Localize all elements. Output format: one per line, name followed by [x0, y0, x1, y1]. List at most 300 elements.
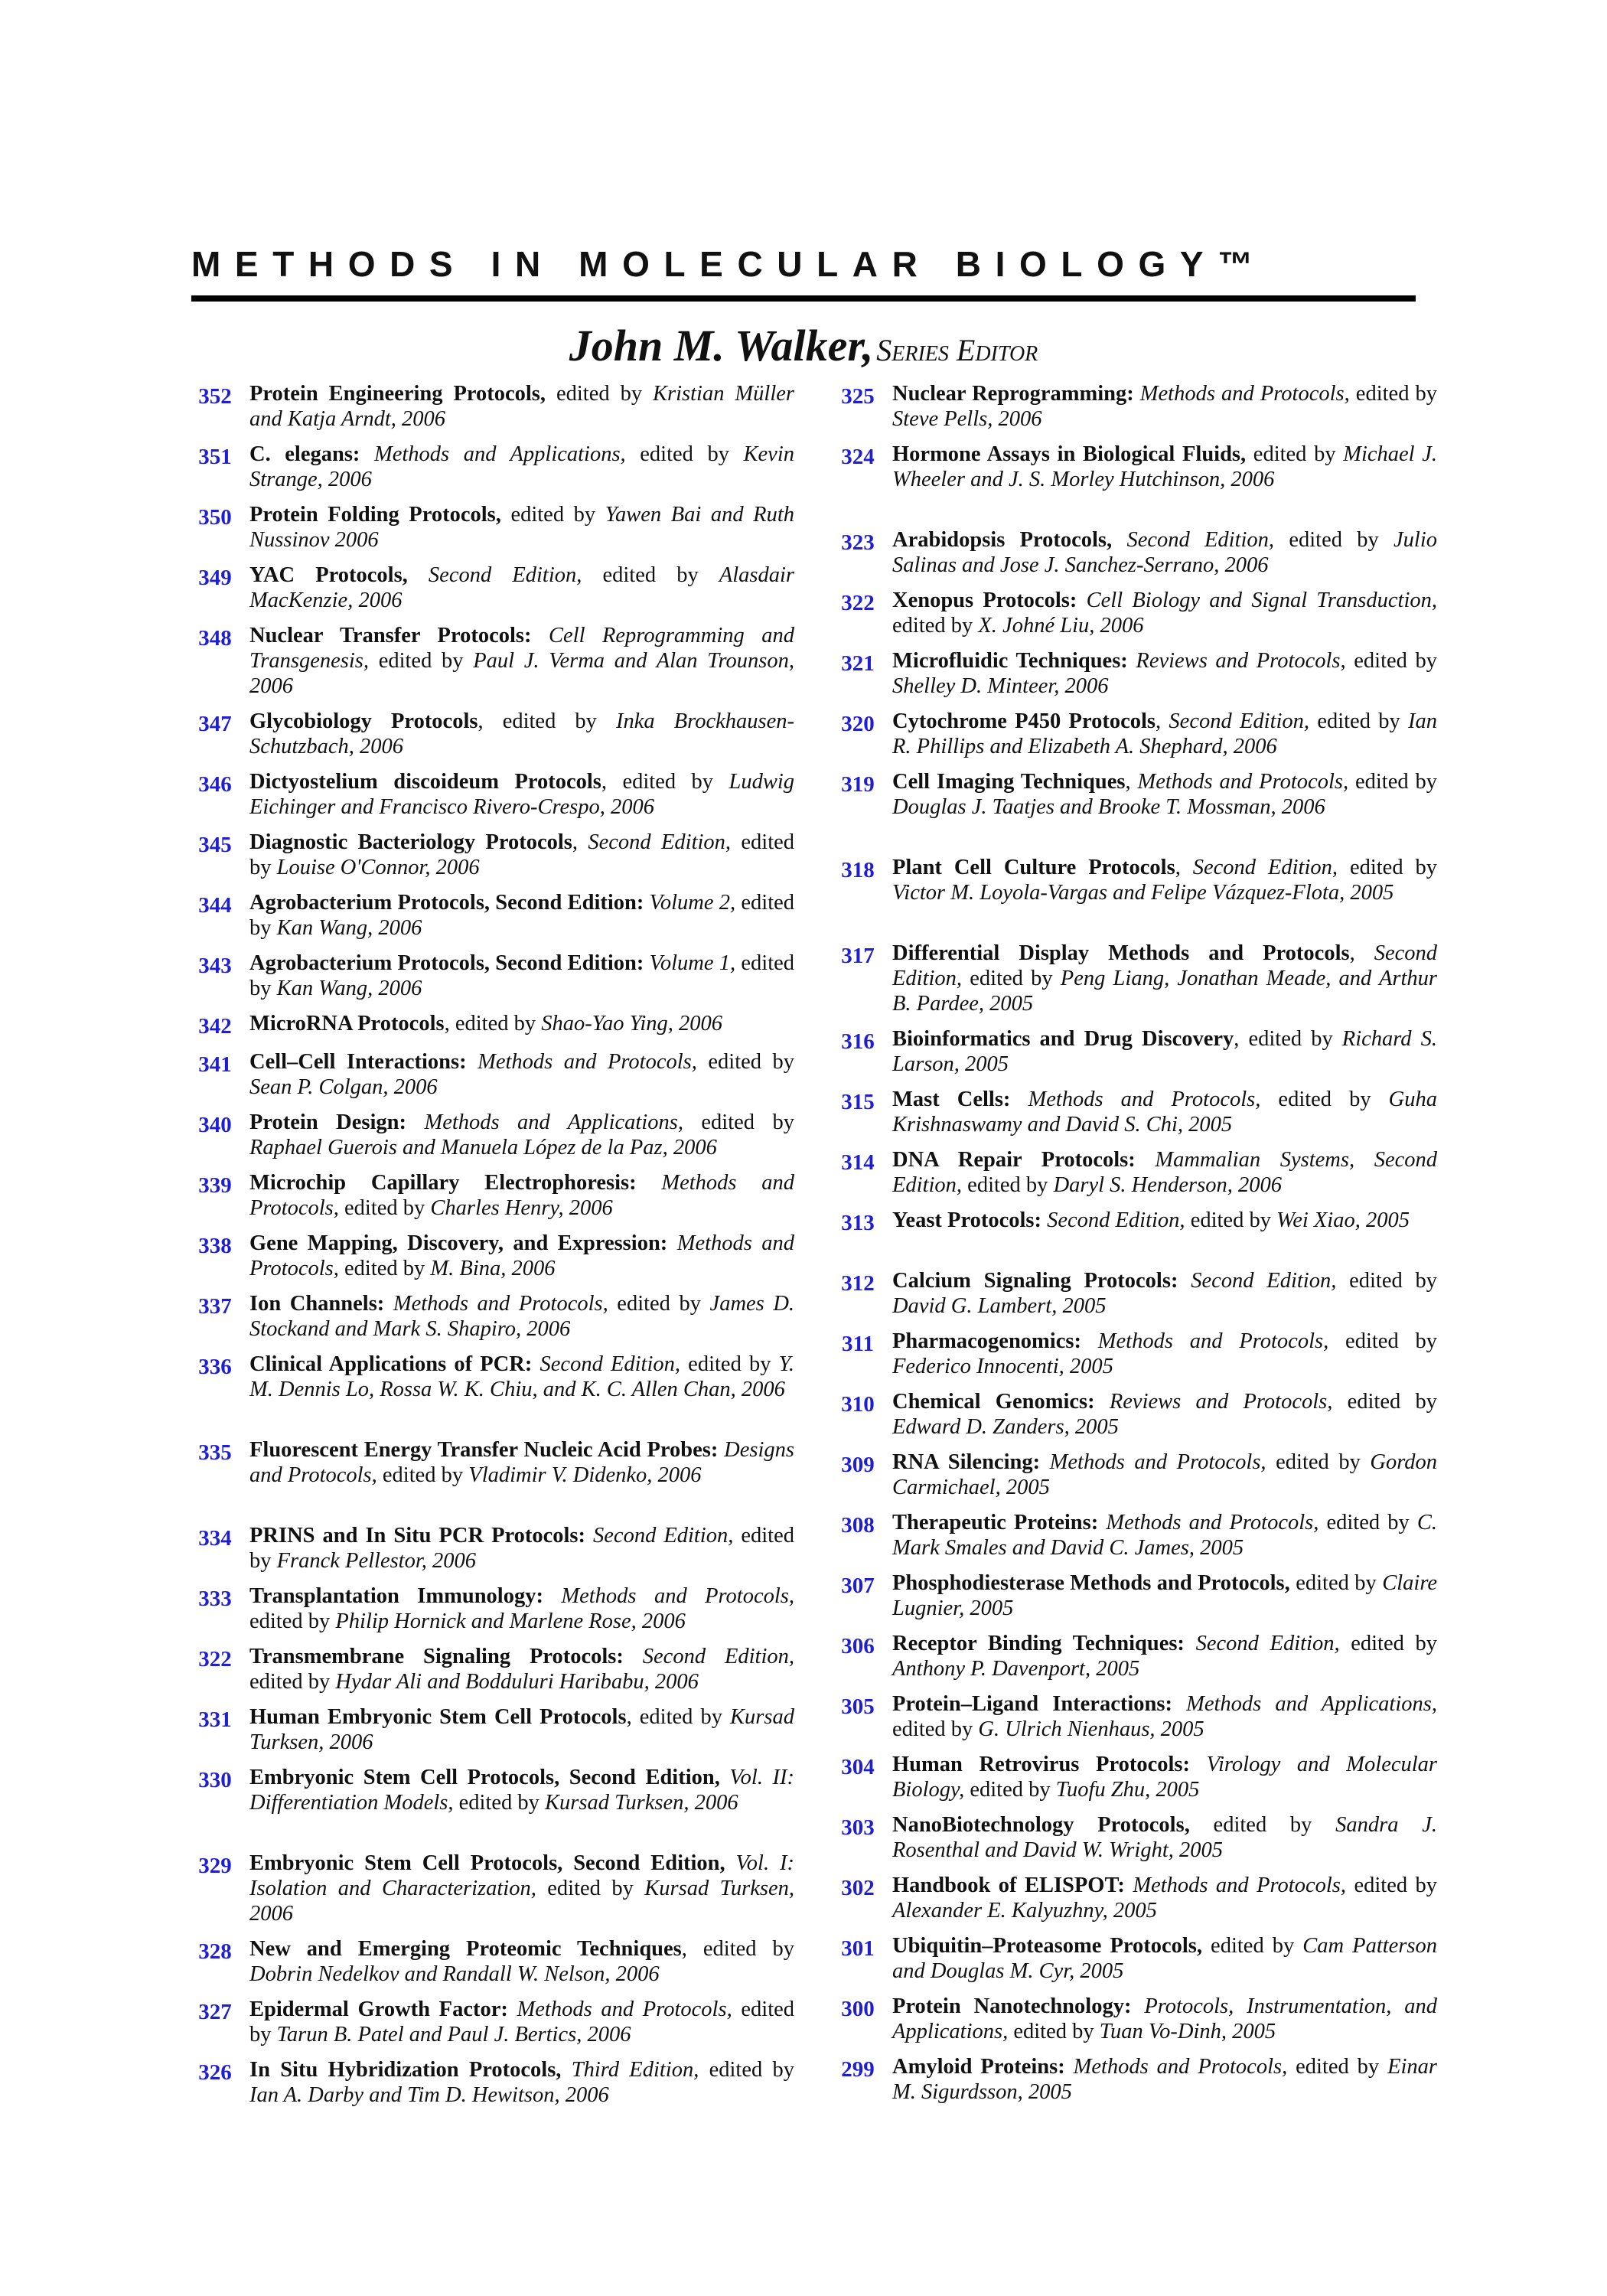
- book-entry: [833, 381, 1437, 442]
- book-title: Chemical Genomics:: [892, 1390, 1095, 1414]
- connector-text: , edited by: [478, 709, 617, 733]
- book-title: NanoBiotechnology Protocols,: [892, 1813, 1190, 1837]
- book-description: [892, 1208, 1437, 1233]
- book-entry: [833, 1087, 1437, 1147]
- connector-text: edited by: [699, 2058, 794, 2082]
- volume-number: 350: [198, 505, 232, 530]
- subtitle-or-editors: Reviews and Protocols,: [1136, 649, 1346, 673]
- volume-number: 304: [841, 1755, 875, 1779]
- editors-year: Guha Krishnaswamy and David S. Chi, 2005: [892, 1088, 1437, 1137]
- connector-text: [1136, 1148, 1156, 1172]
- volume-number: 318: [841, 858, 875, 882]
- connector-text: [532, 1352, 539, 1376]
- subtitle-or-editors: Volume 1,: [649, 951, 736, 975]
- book-title: In Situ Hybridization Protocols,: [249, 2058, 562, 2082]
- connector-text: edited by: [608, 1292, 710, 1316]
- connector-text: edited by: [249, 951, 795, 1000]
- book-entry: [190, 623, 794, 709]
- volume-number: 325: [841, 384, 875, 409]
- volume-number: 322: [841, 591, 875, 615]
- connector-text: [406, 1110, 424, 1134]
- connector-text: ,: [1349, 941, 1374, 965]
- book-entry: [833, 709, 1437, 769]
- book-description: [249, 1011, 794, 1036]
- book-title: Plant Cell Culture Protocols: [892, 856, 1175, 879]
- book-description: [892, 1752, 1437, 1802]
- book-description: [249, 1170, 794, 1221]
- book-entry: [190, 1352, 794, 1437]
- book-title: Embryonic Stem Cell Protocols, Second Edition,: [249, 1766, 720, 1789]
- series-title: METHODS IN MOLECULAR BIOLOGY™: [191, 244, 1267, 284]
- editors-year: Gordon Carmichael, 2005: [892, 1450, 1437, 1499]
- connector-text: edited by: [500, 503, 605, 527]
- book-description: [892, 648, 1437, 699]
- book-entry: [833, 1691, 1437, 1752]
- book-entry: [833, 1147, 1437, 1208]
- subtitle-or-editors: Methods and Protocols,: [561, 1584, 794, 1608]
- book-entry: [190, 442, 794, 502]
- subtitle-or-editors: Cam Patterson and Douglas M. Cyr, 2005: [892, 1934, 1438, 1983]
- connector-text: edited by: [1348, 770, 1438, 794]
- volume-number: 324: [841, 445, 875, 469]
- volume-number: 333: [198, 1587, 232, 1611]
- volume-number: 306: [841, 1634, 875, 1658]
- book-description: [249, 2057, 794, 2108]
- book-title: DNA Repair Protocols:: [892, 1148, 1136, 1172]
- volume-number: 343: [198, 954, 232, 978]
- subtitle-or-editors: Methods and Protocols,: [393, 1292, 608, 1316]
- connector-text: [408, 563, 429, 587]
- book-description: [892, 527, 1437, 578]
- volume-number: 305: [841, 1694, 875, 1719]
- book-title: Ion Channels:: [249, 1292, 385, 1316]
- subtitle-or-editors: Methods and Applications,: [424, 1110, 683, 1134]
- editors-year: Alexander E. Kalyuzhny, 2005: [892, 1899, 1157, 1923]
- editors-year: Franck Pellestor, 2006: [276, 1549, 477, 1573]
- book-title: Agrobacterium Protocols, Second Edition:: [249, 891, 644, 915]
- connector-text: , edited by: [601, 770, 729, 794]
- subtitle-or-editors: Kristian Müller and Katja Arndt, 2006: [249, 382, 794, 431]
- book-title: Gene Mapping, Discovery, and Expression:: [249, 1231, 668, 1255]
- connector-text: [585, 1524, 593, 1548]
- book-title: Human Embryonic Stem Cell Protocols: [249, 1705, 627, 1729]
- subtitle-or-editors: Methods and Protocols,: [478, 1050, 697, 1074]
- book-title: Amyloid Proteins:: [892, 2055, 1065, 2079]
- volume-number: 322: [198, 1647, 232, 1671]
- book-title: Calcium Signaling Protocols:: [892, 1269, 1178, 1293]
- book-entry: [833, 1510, 1437, 1570]
- volume-number: 330: [198, 1768, 232, 1792]
- editors-year: Victor M. Loyola-Vargas and Felipe Vázquez-Flota, 2005: [892, 881, 1394, 905]
- volume-number: 344: [198, 893, 232, 918]
- book-description: [249, 769, 794, 820]
- volume-number: 300: [841, 1997, 875, 2021]
- editors-year: Charles Henry, 2006: [430, 1196, 613, 1220]
- subtitle-or-editors: Reviews and Protocols,: [1109, 1390, 1333, 1414]
- book-description: [249, 890, 794, 941]
- subtitle-or-editors: Second Edition,: [642, 1645, 795, 1668]
- connector-text: edited by: [962, 1173, 1054, 1197]
- subtitle-or-editors: Methods and Applications,: [373, 442, 626, 466]
- connector-text: edited by: [338, 1257, 431, 1280]
- book-entry: [190, 1170, 794, 1231]
- subtitle-or-editors: Cell Biology and Signal Transduction,: [1086, 589, 1438, 612]
- book-description: [892, 1268, 1437, 1319]
- book-description: [249, 381, 794, 432]
- volume-number: 310: [841, 1392, 875, 1417]
- book-title: Human Retrovirus Protocols:: [892, 1753, 1190, 1776]
- subtitle-or-editors: Protocols, Instrumentation, and Applications,: [892, 1994, 1437, 2043]
- connector-text: [1010, 1088, 1028, 1111]
- book-entry: [833, 527, 1437, 588]
- book-entry: [833, 588, 1437, 648]
- connector-text: edited by: [249, 891, 795, 940]
- book-entry: [190, 830, 794, 890]
- connector-text: [1178, 1269, 1191, 1293]
- connector-text: ,: [1175, 856, 1193, 879]
- book-description: [249, 951, 794, 1001]
- connector-text: [1095, 1390, 1110, 1414]
- volume-number: 351: [198, 445, 232, 469]
- book-description: [892, 381, 1437, 432]
- volume-number: 337: [198, 1294, 232, 1319]
- book-entry: [833, 1933, 1437, 1994]
- book-description: [892, 1087, 1437, 1137]
- connector-text: edited by: [1202, 1934, 1303, 1958]
- book-description: [249, 1583, 794, 1634]
- subtitle-or-editors: Second Edition,: [539, 1352, 681, 1376]
- connector-text: [508, 1998, 517, 2021]
- book-entry: [190, 951, 794, 1011]
- book-description: [249, 1936, 794, 1987]
- book-description: [892, 1933, 1437, 1984]
- connector-text: edited by: [453, 1791, 546, 1815]
- subtitle-or-editors: Mammalian Systems, Second Edition,: [892, 1148, 1437, 1197]
- book-entry: [190, 1997, 794, 2057]
- book-description: [249, 1231, 794, 1281]
- editors-year: Kursad Turksen, 2006: [545, 1791, 738, 1815]
- connector-text: edited by: [1319, 1511, 1417, 1534]
- book-entry: [190, 1231, 794, 1291]
- editors-year: Shelley D. Minteer, 2006: [892, 674, 1109, 698]
- book-description: [249, 1765, 794, 1815]
- editors-year: Daryl S. Henderson, 2006: [1053, 1173, 1282, 1197]
- volume-number: 335: [198, 1440, 232, 1465]
- volume-number: 309: [841, 1453, 875, 1477]
- right-column: [833, 381, 1437, 2115]
- connector-text: [1125, 1874, 1133, 1897]
- book-title: Embryonic Stem Cell Protocols, Second Edition,: [249, 1851, 725, 1875]
- subtitle-or-editors: Methods and Protocols,: [1097, 1329, 1329, 1353]
- subtitle-or-editors: Methods and Protocols,: [1139, 382, 1350, 406]
- connector-text: edited by: [1246, 442, 1344, 466]
- volume-number: 320: [841, 712, 875, 736]
- connector-text: edited by: [1185, 1208, 1277, 1232]
- book-entry: [190, 1110, 794, 1170]
- connector-text: edited by: [1349, 382, 1438, 406]
- book-title: Protein Design:: [249, 1110, 406, 1134]
- subtitle-or-editors: Second Edition,: [1192, 856, 1338, 879]
- connector-text: [637, 1171, 662, 1195]
- connector-text: [1131, 1994, 1144, 2018]
- book-title: Microfluidic Techniques:: [892, 649, 1128, 673]
- connector-text: [1134, 382, 1140, 406]
- book-entry: [833, 2054, 1437, 2115]
- connector-text: [1098, 1511, 1106, 1534]
- subtitle-or-editors: Shao-Yao Ying, 2006: [541, 1012, 722, 1035]
- volume-number: 313: [841, 1211, 875, 1235]
- subtitle-or-editors: Methods and Protocols,: [249, 1231, 795, 1280]
- volume-number: 346: [198, 772, 232, 797]
- editor-title: Series Editor: [876, 333, 1038, 367]
- book-description: [892, 1450, 1437, 1500]
- book-entry: [833, 855, 1437, 941]
- editors-year: G. Ulrich Nienhaus, 2005: [978, 1717, 1204, 1741]
- editors-year: M. Bina, 2006: [430, 1257, 556, 1280]
- editors-year: Steve Pells, 2006: [892, 407, 1042, 431]
- volume-number: 338: [198, 1234, 232, 1258]
- editors-year: Kan Wang, 2006: [276, 977, 422, 1000]
- book-title: Protein Folding Protocols,: [249, 503, 501, 527]
- volume-number: 349: [198, 566, 232, 590]
- connector-text: edited by: [625, 442, 744, 466]
- subtitle-or-editors: Methods and Protocols,: [1073, 2055, 1288, 2079]
- volume-number: 315: [841, 1090, 875, 1114]
- connector-text: [1077, 589, 1086, 612]
- book-description: [892, 1026, 1437, 1077]
- editors-year: Federico Innocenti, 2005: [892, 1355, 1113, 1378]
- book-description: [249, 709, 794, 759]
- book-description: [892, 1631, 1437, 1681]
- editors-year: C. Mark Smales and David C. James, 2005: [892, 1511, 1437, 1560]
- editors-year: James D. Stockand and Mark S. Shapiro, 2006: [249, 1292, 795, 1341]
- connector-text: ,: [1125, 770, 1138, 794]
- connector-text: edited by: [1008, 2020, 1100, 2043]
- book-description: [892, 941, 1437, 1016]
- book-entry: [833, 1208, 1437, 1268]
- subtitle-or-editors: Third Edition,: [571, 2058, 699, 2082]
- book-description: [892, 769, 1437, 820]
- volume-number: 327: [198, 2000, 232, 2024]
- subtitle-or-editors: Methods and Protocols,: [1028, 1088, 1261, 1111]
- subtitle-or-editors: Methods and Protocols,: [1106, 1511, 1319, 1534]
- connector-text: edited by: [696, 1050, 795, 1074]
- book-entry: [833, 1570, 1437, 1631]
- book-entry: [190, 1936, 794, 1997]
- book-title: Nuclear Reprogramming:: [892, 382, 1134, 406]
- volume-number: 345: [198, 833, 232, 857]
- connector-text: edited by: [1328, 1329, 1438, 1353]
- connector-text: edited by: [369, 649, 474, 673]
- subtitle-or-editors: Second Edition,: [593, 1524, 734, 1548]
- book-title: Mast Cells:: [892, 1088, 1011, 1111]
- connector-text: [561, 2058, 571, 2082]
- book-title: Hormone Assays in Biological Fluids,: [892, 442, 1247, 466]
- editors-year: Kursad Turksen, 2006: [249, 1877, 795, 1926]
- editors-year: Kevin Strange, 2006: [249, 442, 794, 491]
- editors-year: X. Johné Liu, 2006: [978, 614, 1144, 638]
- book-title: Handbook of ELISPOT:: [892, 1874, 1125, 1897]
- connector-text: edited by: [1289, 1571, 1383, 1595]
- volume-number: 319: [841, 772, 875, 797]
- volume-number: 348: [198, 626, 232, 651]
- connector-text: [1185, 1632, 1196, 1655]
- volume-number: 302: [841, 1876, 875, 1900]
- connector-text: [1190, 1753, 1207, 1776]
- book-title: Glycobiology Protocols: [249, 709, 478, 733]
- book-title: Nuclear Transfer Protocols:: [249, 624, 532, 647]
- subtitle-or-editors: Ludwig Eichinger and Francisco Rivero-Crespo, 2006: [249, 770, 794, 819]
- book-title: Transmembrane Signaling Protocols:: [249, 1645, 624, 1668]
- subtitle-or-editors: Virology and Molecular Biology,: [892, 1753, 1438, 1802]
- editors-year: Tuofu Zhu, 2005: [1055, 1778, 1200, 1802]
- connector-text: edited by: [1260, 1088, 1389, 1111]
- book-title: PRINS and In Situ PCR Protocols:: [249, 1524, 586, 1548]
- connector-text: edited by: [1287, 2055, 1388, 2079]
- book-entry: [190, 1523, 794, 1583]
- connector-text: , edited by: [444, 1012, 542, 1035]
- volume-number: 303: [841, 1815, 875, 1840]
- volume-number: 307: [841, 1574, 875, 1598]
- volume-number: 331: [198, 1707, 232, 1732]
- book-title: Dictyostelium discoideum Protocols: [249, 770, 601, 794]
- book-entry: [190, 1704, 794, 1765]
- volume-number: 341: [198, 1052, 232, 1077]
- connector-text: edited by: [249, 1998, 795, 2047]
- connector-text: edited by: [683, 1110, 794, 1134]
- subtitle-or-editors: Methods and Applications,: [1186, 1692, 1437, 1716]
- book-title: Transplantation Immunology:: [249, 1584, 543, 1608]
- connector-text: edited by: [1332, 1390, 1437, 1414]
- editors-year: Einar M. Sigurdsson, 2005: [892, 2055, 1437, 2104]
- volume-number: 312: [841, 1271, 875, 1296]
- book-description: [892, 1570, 1437, 1621]
- connector-text: , edited by: [681, 1937, 795, 1961]
- book-title: Cytochrome P450 Protocols: [892, 709, 1156, 733]
- connector-text: [1128, 649, 1136, 673]
- editors-year: Sean P. Colgan, 2006: [249, 1075, 438, 1099]
- book-title: Cell Imaging Techniques: [892, 770, 1126, 794]
- left-column: [190, 381, 794, 2118]
- book-title: Arabidopsis Protocols,: [892, 528, 1113, 552]
- subtitle-or-editors: Richard S. Larson, 2005: [892, 1027, 1437, 1076]
- connector-text: edited by: [680, 1352, 779, 1376]
- connector-text: edited by: [376, 1463, 469, 1487]
- book-entry: [190, 890, 794, 951]
- editors-year: Julio Salinas and Jose J. Sanchez-Serrano, 2006: [892, 528, 1438, 577]
- editors-year: Douglas J. Taatjes and Brooke T. Mossman, 2006: [892, 795, 1325, 819]
- series-editor-line: [191, 320, 1416, 371]
- book-title: Ubiquitin–Proteasome Protocols,: [892, 1934, 1203, 1958]
- connector-text: [718, 1438, 724, 1462]
- subtitle-or-editors: Vol. II: Differentiation Models,: [249, 1766, 794, 1815]
- volume-number: 334: [198, 1526, 232, 1551]
- book-description: [249, 623, 794, 699]
- volume-number: 317: [841, 944, 875, 968]
- editors-year: Y. M. Dennis Lo, Rossa W. K. Chiu, and K. C. Allen Chan, 2006: [249, 1352, 794, 1401]
- book-entry: [190, 1011, 794, 1049]
- book-description: [249, 1704, 794, 1755]
- volume-number: 342: [198, 1014, 232, 1039]
- volume-number: 340: [198, 1113, 232, 1137]
- editors-year: Alasdair MacKenzie, 2006: [249, 563, 795, 612]
- connector-text: edited by: [1266, 1450, 1371, 1474]
- connector-text: edited by: [249, 1524, 794, 1573]
- connector-text: ,: [1156, 709, 1169, 733]
- subtitle-or-editors: Inka Brockhausen-Schutzbach, 2006: [249, 709, 794, 758]
- volume-number: 326: [198, 2060, 232, 2085]
- subtitle-or-editors: Second Edition,: [1195, 1632, 1340, 1655]
- volume-number: 347: [198, 712, 232, 736]
- book-entry: [833, 1389, 1437, 1450]
- book-title: Protein Nanotechnology:: [892, 1994, 1132, 2018]
- book-description: [892, 1147, 1437, 1198]
- volume-number: 321: [841, 651, 875, 676]
- book-description: [892, 442, 1437, 492]
- editors-year: Wei Xiao, 2005: [1276, 1208, 1410, 1232]
- book-description: [249, 1352, 794, 1402]
- book-title: Yeast Protocols:: [892, 1208, 1041, 1232]
- editors-year: Philip Hornick and Marlene Rose, 2006: [335, 1609, 686, 1633]
- book-title: Diagnostic Bacteriology Protocols: [249, 830, 572, 854]
- subtitle-or-editors: Second Edition,: [892, 941, 1438, 990]
- book-entry: [833, 442, 1437, 527]
- editors-year: Tarun B. Patel and Paul J. Bertics, 2006: [276, 2023, 631, 2047]
- editors-year: Anthony P. Davenport, 2005: [892, 1657, 1140, 1681]
- book-entry: [190, 502, 794, 563]
- book-description: [249, 1997, 794, 2047]
- connector-text: [1081, 1329, 1098, 1353]
- book-title: Fluorescent Energy Transfer Nucleic Acid Probes:: [249, 1438, 719, 1462]
- subtitle-or-editors: Second Edition,: [428, 563, 582, 587]
- book-description: [892, 855, 1437, 905]
- connector-text: [1065, 2055, 1074, 2079]
- book-title: Therapeutic Proteins:: [892, 1511, 1099, 1534]
- connector-text: edited by: [1346, 1874, 1438, 1897]
- book-entry: [833, 1994, 1437, 2054]
- editors-year: Ian A. Darby and Tim D. Hewitson, 2006: [249, 2083, 609, 2107]
- subtitle-or-editors: Second Edition,: [588, 830, 732, 854]
- book-description: [892, 1994, 1437, 2044]
- subtitle-or-editors: Kursad Turksen, 2006: [249, 1705, 794, 1754]
- editors-year: Paul J. Verma and Alan Trounson, 2006: [249, 649, 794, 698]
- book-title: New and Emerging Proteomic Techniques: [249, 1937, 682, 1961]
- book-description: [249, 1110, 794, 1160]
- book-description: [892, 1510, 1437, 1561]
- connector-text: edited by: [892, 1717, 979, 1741]
- subtitle-or-editors: Second Edition,: [1169, 709, 1310, 733]
- connector-text: [543, 1584, 561, 1608]
- volume-number: 352: [198, 384, 232, 409]
- subtitle-or-editors: Methods and Protocols,: [1137, 770, 1349, 794]
- book-entry: [190, 1644, 794, 1704]
- connector-text: edited by: [1309, 709, 1409, 733]
- connector-text: [1040, 1450, 1050, 1474]
- book-title: C. elegans:: [249, 442, 360, 466]
- volume-number: 299: [841, 2057, 875, 2082]
- book-description: [249, 1851, 794, 1926]
- subtitle-or-editors: Methods and Protocols,: [517, 1998, 732, 2021]
- connector-text: [720, 1766, 730, 1789]
- book-description: [249, 1523, 794, 1574]
- subtitle-or-editors: Volume 2,: [649, 891, 736, 915]
- book-entry: [833, 1329, 1437, 1389]
- book-entry: [190, 769, 794, 830]
- volume-number: 339: [198, 1173, 232, 1198]
- book-entry: [833, 1450, 1437, 1510]
- volume-number: 323: [841, 530, 875, 555]
- editors-year: Vladimir V. Didenko, 2006: [468, 1463, 702, 1487]
